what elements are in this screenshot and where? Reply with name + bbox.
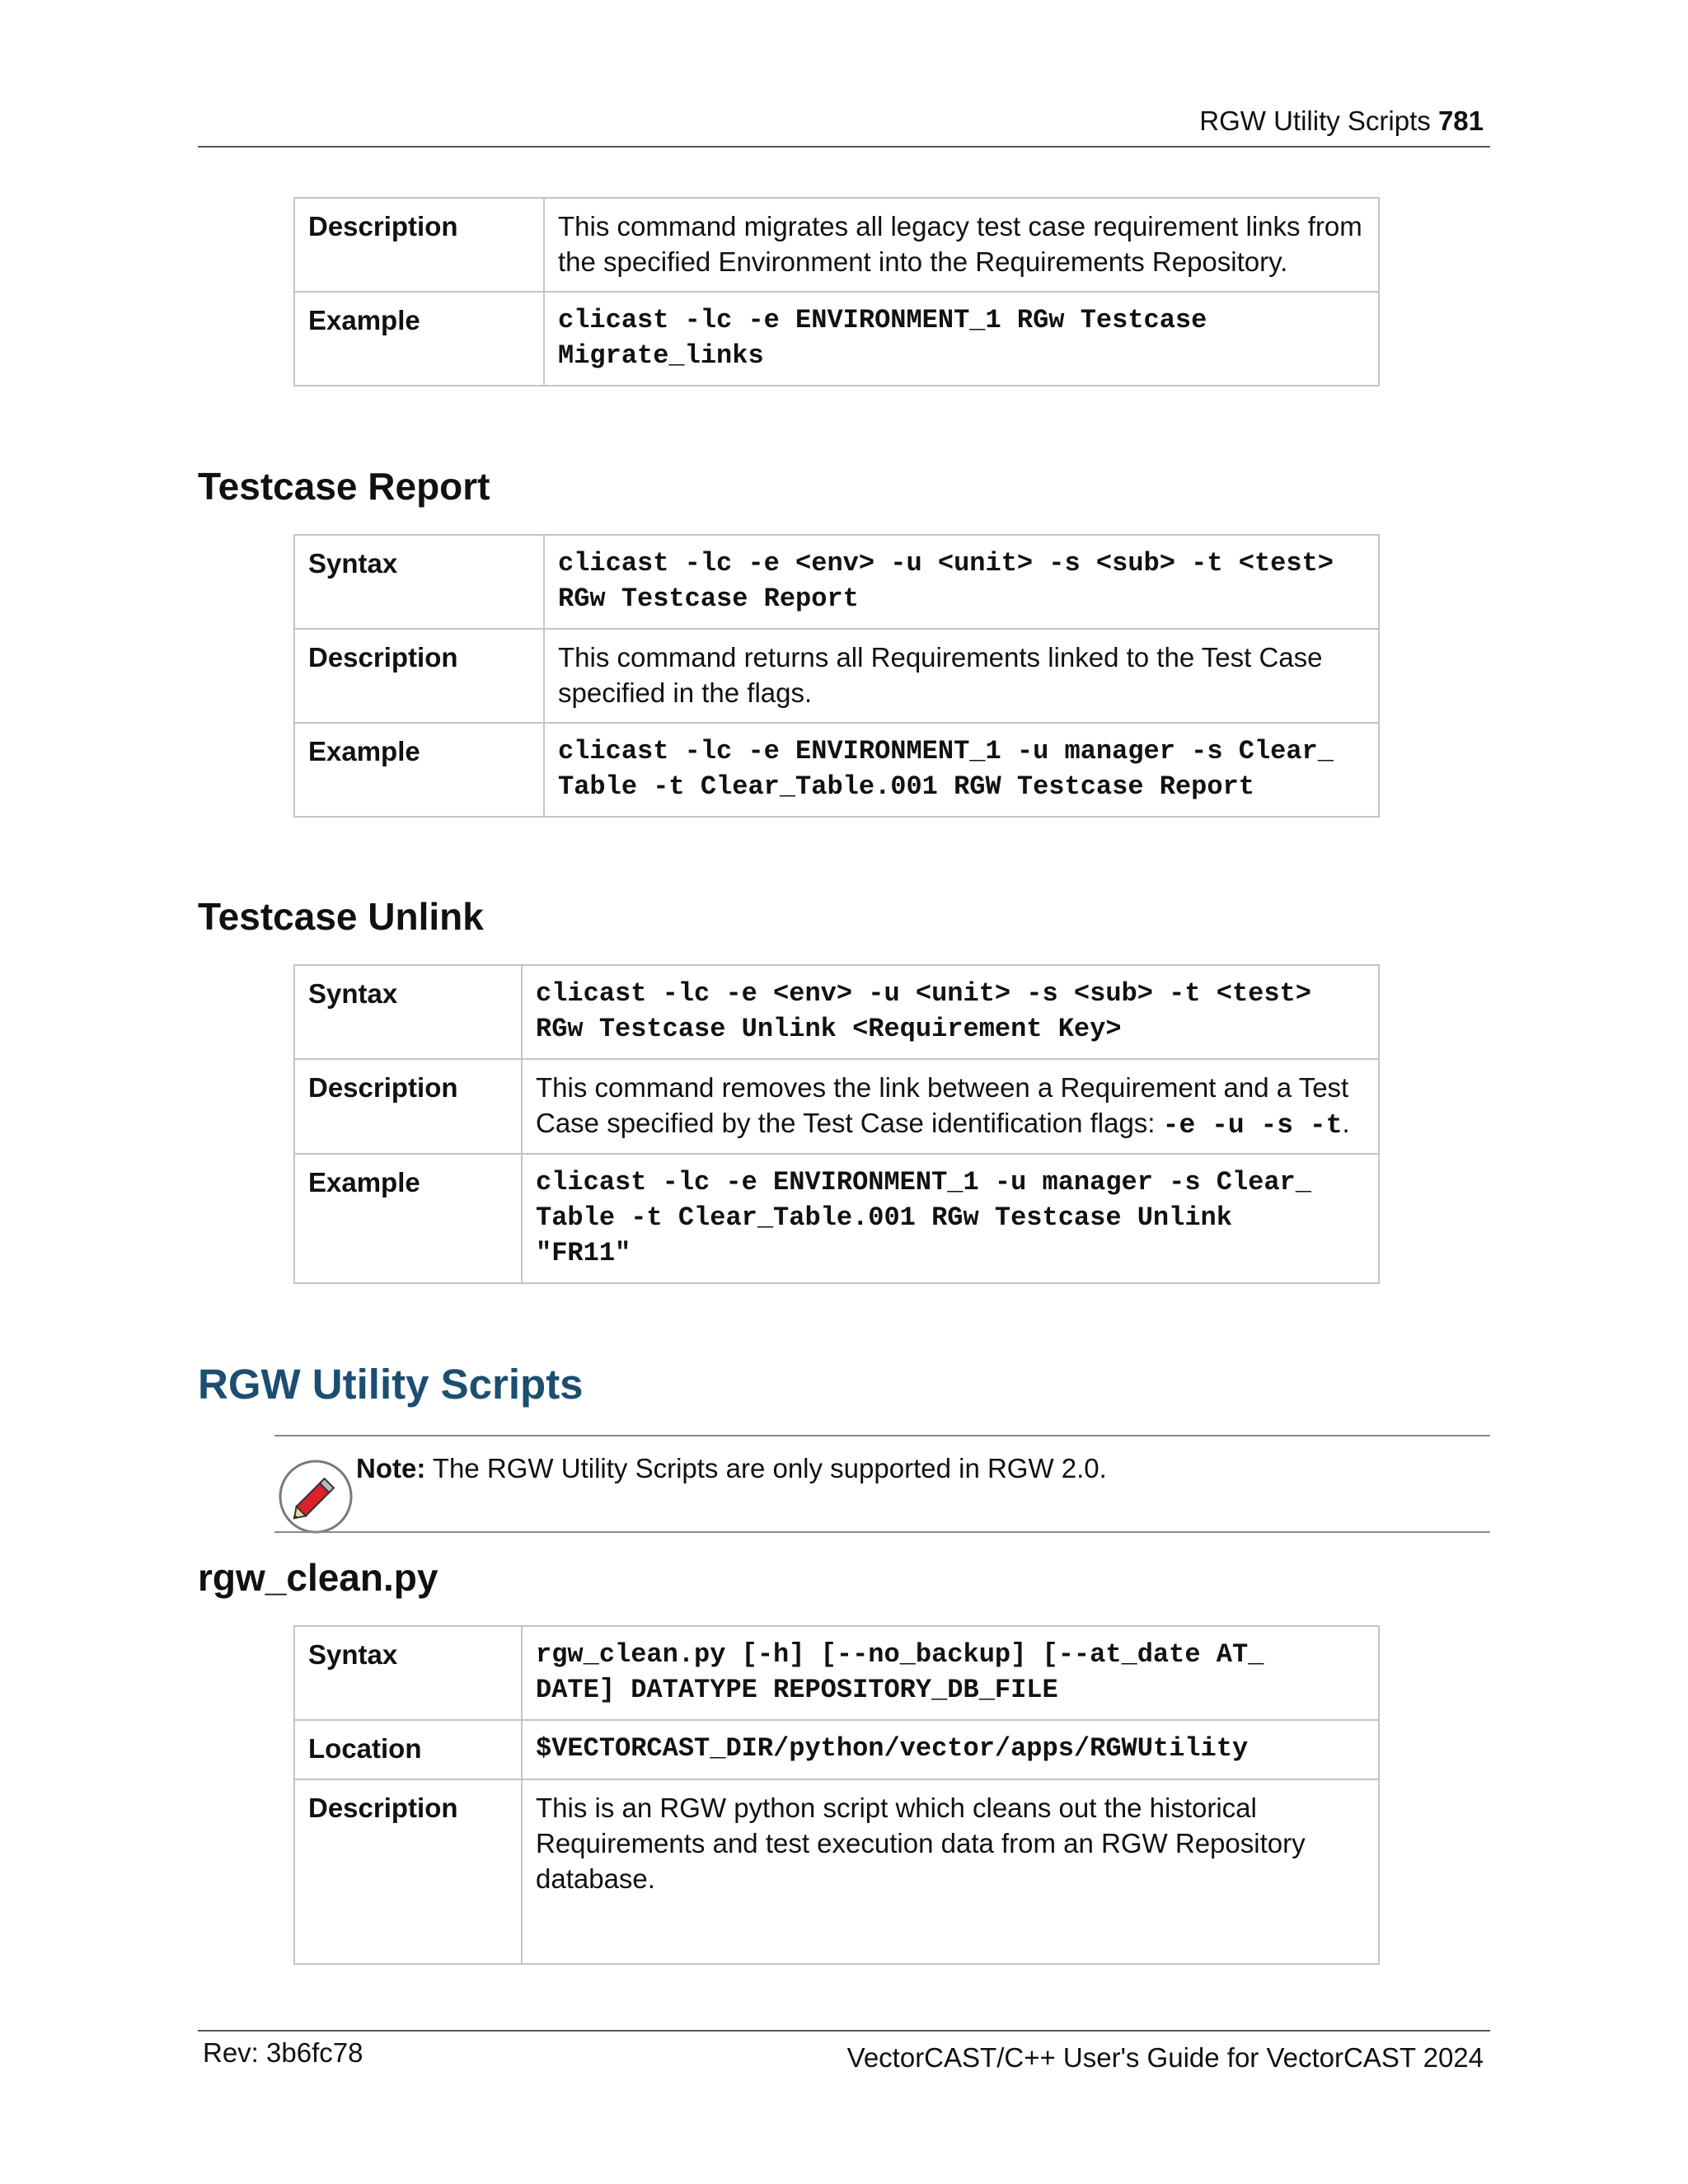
note-text [356,1453,1107,1484]
description-end: . [1342,1108,1350,1138]
testcase-unlink-table [293,964,1380,1284]
row-label: Example [294,723,544,817]
table-row [294,1059,1379,1154]
header-rule [198,146,1490,148]
row-code: rgw_clean.py [-h] [--no_backup] [--at_date AT_ DATE] DATATYPE REPOSITORY_DB_FILE [522,1626,1379,1720]
pencil-note-icon [277,1458,354,1535]
row-code: clicast -lc -e ENVIRONMENT_1 -u manager -s Clear_ Table -t Clear_Table.001 RGw Testcase Unlink "FR11" [522,1154,1379,1283]
row-value: This command migrates all legacy test case requirement links from the specified Environment into the Requirements Repository. [544,198,1379,292]
row-label: Description [294,1779,522,1964]
row-label: Syntax [294,965,522,1059]
row-label: Syntax [294,535,544,629]
page-number: 781 [1437,105,1484,136]
note-bottom-rule [274,1531,1490,1533]
rgw-clean-table [293,1625,1380,1965]
row-label: Description [294,1059,522,1154]
section-heading-rgw-clean: rgw_clean.py [198,1556,438,1599]
table-row [294,1154,1379,1283]
description-text: This command removes the link between a Requirement and a Test Case specified by the Test Case identification flags: [536,1072,1349,1138]
footer-revision: Rev: 3b6fc78 [203,2037,363,2068]
note-body: The RGW Utility Scripts are only supported in RGW 2.0. [425,1453,1107,1483]
section-heading-testcase-unlink: Testcase Unlink [198,895,484,938]
row-label: Location [294,1720,522,1779]
table-row [294,965,1379,1059]
table-row [294,629,1379,723]
note-top-rule [274,1435,1490,1436]
header-title: RGW Utility Scripts [1199,105,1431,136]
row-value: This command returns all Requirements linked to the Test Case specified in the flags. [544,629,1379,723]
row-label: Example [294,292,544,386]
row-value: This is an RGW python script which cleans out the historical Requirements and test execution data from an RGW Repository database. [522,1779,1379,1964]
table-row [294,723,1379,817]
table-row [294,1720,1379,1779]
row-label: Description [294,629,544,723]
section-heading-rgw-utility-scripts: RGW Utility Scripts [198,1361,584,1408]
row-code: clicast -lc -e ENVIRONMENT_1 RGw Testcase Migrate_links [544,292,1379,386]
row-code: clicast -lc -e <env> -u <unit> -s <sub> -t <test> RGw Testcase Report [544,535,1379,629]
row-label: Description [294,198,544,292]
running-header [1199,105,1484,137]
flags-code: -e -u -s -t [1162,1110,1343,1141]
section-heading-testcase-report: Testcase Report [198,465,490,508]
table-row [294,198,1379,292]
testcase-report-table [293,534,1380,818]
row-value [522,1059,1379,1154]
table-row [294,535,1379,629]
table-row [294,1779,1379,1964]
row-code: $VECTORCAST_DIR/python/vector/apps/RGWUtility [522,1720,1379,1779]
table-row [294,1626,1379,1720]
table-row [294,292,1379,386]
footer-guide-title: VectorCAST/C++ User's Guide for VectorCAST 2024 [846,2042,1484,2073]
footer-rule [198,2030,1490,2032]
note-label: Note: [356,1453,426,1483]
row-code: clicast -lc -e ENVIRONMENT_1 -u manager -s Clear_ Table -t Clear_Table.001 RGW Testcase Report [544,723,1379,817]
row-label: Example [294,1154,522,1283]
row-label: Syntax [294,1626,522,1720]
row-code: clicast -lc -e <env> -u <unit> -s <sub> -t <test> RGw Testcase Unlink <Requirement Key> [522,965,1379,1059]
migrate-links-table [293,197,1380,387]
